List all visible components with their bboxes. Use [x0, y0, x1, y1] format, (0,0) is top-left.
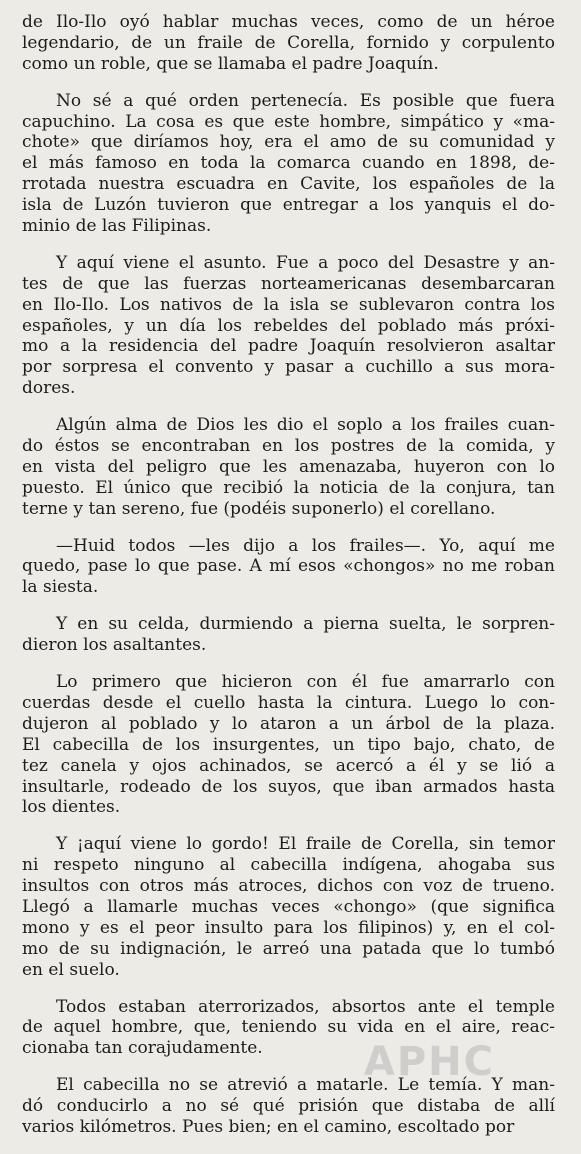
text-line: por sorpresa el convento y pasar a cuchillo a sus mora- — [22, 357, 555, 378]
text-line: Y aquí viene el asunto. Fue a poco del Desastre y an- — [56, 252, 555, 273]
text-line: chote» que diríamos hoy, era el amo de su comunidad y — [22, 132, 555, 153]
text-line: Algún alma de Dios les dio el soplo a los frailes cuan- — [56, 415, 555, 436]
text-column — [22, 12, 555, 1154]
text-line: cuerdas desde el cuello hasta la cintura. Luego lo con- — [22, 692, 555, 713]
paragraph — [22, 672, 555, 818]
text-line: varios kilómetros. Pues bien; en el camino, escoltado por — [22, 1116, 515, 1137]
text-line: No sé a qué orden pertenecía. Es posible que fuera — [56, 90, 555, 111]
paragraph — [22, 12, 555, 75]
paragraph — [22, 415, 555, 519]
text-line: rrotada nuestra escuadra en Cavite, los españoles de la — [22, 174, 555, 195]
text-line: puesto. El único que recibió la noticia de la conjura, tan — [22, 477, 555, 498]
text-line: —Huid todos —les dijo a los frailes—. Yo, aquí me — [56, 535, 555, 556]
text-line: terne y tan sereno, fue (podéis suponerlo) el corellano. — [22, 498, 496, 519]
text-line: Y en su celda, durmiendo a pierna suelta, le sorpren- — [56, 614, 555, 635]
text-line: tez canela y ojos achinados, se acercó a él y se lió a — [22, 755, 555, 776]
text-line: dores. — [22, 378, 76, 399]
text-line: el más famoso en toda la comarca cuando en 1898, de- — [22, 153, 555, 174]
paragraph — [22, 614, 555, 656]
text-line: minio de las Filipinas. — [22, 216, 212, 237]
text-line: como un roble, que se llamaba el padre Joaquín. — [22, 53, 439, 74]
text-line: do éstos se encontraban en los postres de la comida, y — [22, 436, 555, 457]
text-line: isla de Luzón tuvieron que entregar a los yanquis el do- — [22, 195, 555, 216]
text-line: en vista del peligro que les amenazaba, huyeron con lo — [22, 456, 555, 477]
text-line: dieron los asaltantes. — [22, 635, 207, 656]
text-line: dujeron al poblado y lo ataron a un árbol de la plaza. — [22, 713, 555, 734]
paragraph — [22, 536, 555, 599]
text-line: en Ilo-Ilo. Los nativos de la isla se sublevaron contra los — [22, 294, 555, 315]
text-line: dó conducirlo a no sé qué prisión que distaba de allí — [22, 1096, 555, 1117]
paragraph — [22, 253, 555, 399]
text-line: en el suelo. — [22, 959, 120, 980]
text-line: El cabecilla de los insurgentes, un tipo bajo, chato, de — [22, 734, 555, 755]
text-line: mo a la residencia del padre Joaquín resolvieron asaltar — [22, 336, 555, 357]
text-line: de aquel hombre, que, teniendo su vida en el aire, reac- — [22, 1017, 555, 1038]
text-line: Todos estaban aterrorizados, absortos ante el temple — [56, 996, 555, 1017]
paragraph — [22, 834, 555, 980]
text-line: Y ¡aquí viene lo gordo! El fraile de Corella, sin temor — [56, 834, 555, 855]
text-line: mono y es el peor insulto para los filipinos) y, en el col- — [22, 917, 555, 938]
text-line: legendario, de un fraile de Corella, fornido y corpulento — [22, 32, 555, 53]
text-line: cionaba tan corajudamente. — [22, 1038, 263, 1059]
text-line: insultarle, rodeado de los suyos, que iban armados hasta — [22, 776, 555, 797]
text-line: los dientes. — [22, 797, 121, 818]
watermark-stamp: APHC — [363, 1039, 495, 1085]
text-line: tes de que las fuerzas norteamericanas desembarcaran — [22, 273, 555, 294]
text-line: españoles, y un día los rebeldes del poblado más próxi- — [22, 315, 555, 336]
text-line: mo de su indignación, le arreó una patada que lo tumbó — [22, 938, 555, 959]
text-line: insultos con otros más atroces, dichos con voz de trueno. — [22, 876, 555, 897]
text-line: Lo primero que hicieron con él fue amarrarlo con — [56, 672, 555, 693]
text-line: la siesta. — [22, 577, 99, 598]
text-line: Llegó a llamarle muchas veces «chongo» (que significa — [22, 896, 555, 917]
text-line: de Ilo-Ilo oyó hablar muchas veces, como de un héroe — [22, 12, 555, 32]
text-line: quedo, pase lo que pase. A mí esos «chongos» no me roban — [22, 556, 555, 577]
paragraph — [22, 91, 555, 237]
text-line: El cabecilla no se atrevió a matarle. Le temía. Y man- — [56, 1075, 555, 1096]
text-line: capuchino. La cosa es que este hombre, simpático y «ma- — [22, 111, 555, 132]
text-line: ni respeto ninguno al cabecilla indígena, ahogaba sus — [22, 855, 555, 876]
